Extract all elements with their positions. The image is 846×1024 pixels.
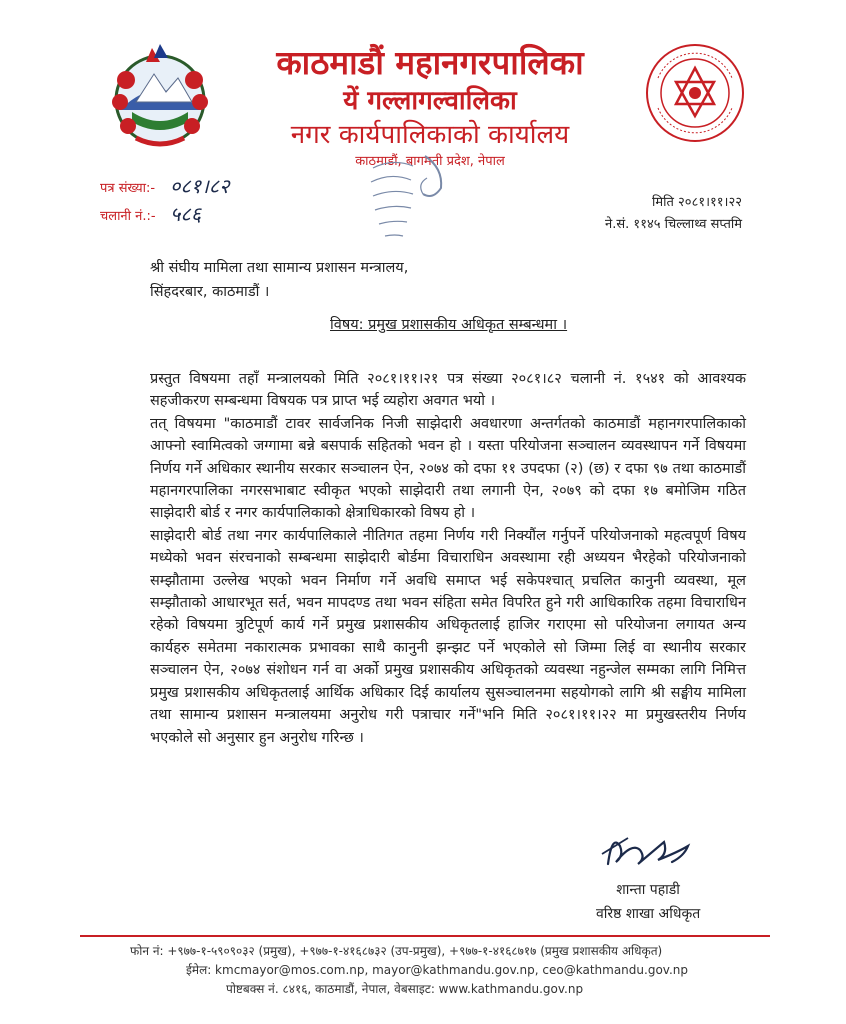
signatory-block (596, 878, 700, 926)
letter-footer (130, 942, 730, 999)
letter-subject: विषय: प्रमुख प्रशासकीय अधिकृत सम्बन्धमा । (330, 317, 568, 333)
patra-label: पत्र संख्या:- (100, 181, 156, 196)
office-address: काठमाडौं, बागमती प्रदेश, नेपाल (355, 154, 505, 169)
kathmandu-metropolitan-seal-icon (644, 42, 746, 144)
letter-body (150, 368, 746, 749)
nepal-emblem-icon (106, 40, 214, 152)
signatory-name: शान्ता पहाडी (616, 882, 680, 898)
body-paragraph-1: प्रस्तुत विषयमा तहाँ मन्त्रालयको मिति २०८१।११।२१ पत्र संख्या २०८१।८२ चलानी नं. १५४१ को आवश्यक सहजीकरण सम्बन्धमा विषयक पत्र प्राप्त भई व्यहोरा अवगत भयो । (150, 371, 746, 410)
footer-address: पोष्टबक्स नं. ८४१६, काठमाडौं, नेपाल, वेबसाइट: www.kathmandu.gov.np (226, 982, 584, 996)
office-stamp-icon (363, 148, 473, 248)
recipient-line-2: सिंहदरबार, काठमाडौं । (150, 284, 270, 300)
handwritten-signature-icon (568, 824, 718, 874)
body-paragraph-2: तत् विषयमा "काठमाडौं टावर सार्वजनिक निजी साझेदारी अवधारणा अन्तर्गतको काठमाडौं महानगरपालिकाको आफ्नो स्वामित्वको जग्गामा बन्ने बसपार्क सहितको भवन हो । यस्ता परियोजना सञ्चालन व्यवस्थापन गर्ने विषयमा निर्णय गर्ने अधिकार स्थानीय सरकार सञ्चालन ऐन, २०७४ को दफा ११ उपदफा (२) (छ) र दफा ९७ तथा काठमाडौं महानगरपालिका नगरसभाबाट स्वीकृत भएको साझेदारी तथा लगानी ऐन, २०७९ को दफा १७ बमोजिम गठित साझेदारी बोर्ड र नगर कार्यपालिकाको क्षेत्राधिकारको विषय हो । (150, 415, 746, 522)
org-name: काठमाडौं महानगरपालिका (276, 43, 584, 82)
office-name: नगर कार्यपालिकाको कार्यालय (290, 120, 570, 150)
signatory-title: वरिष्ठ शाखा अधिकृत (596, 906, 701, 922)
chalani-value: ५८६ (170, 202, 202, 226)
chalani-number (100, 202, 202, 226)
body-paragraph-3: साझेदारी बोर्ड तथा नगर कार्यपालिकाले नीतिगत तहमा निर्णय गरी निक्यौंल गर्नुपर्ने परियोजनाको महत्वपूर्ण विषय मध्येको भवन संरचनाको सम्बन्धमा साझेदारी बोर्डमा विचाराधिन अवस्थामा रही अध्ययन भैरहेको परियोजनाको सम्झौतामा उल्लेख भएको भवन निर्माण गर्ने अवधि समाप्त भई सकेपश्चात् प्रचलित कानुनी व्यवस्था, मूल सम्झौताको आधारभूत सर्त, भवन मापदण्ड तथा भवन संहिता समेत विपरित हुने गरी आधिकारिक तहमा विचाराधिन रहेको विषयमा त्रुटिपूर्ण कार्य गर्ने प्रमुख प्रशासकीय अधिकृतलाई हाजिर गराएमा सो परियोजना लगायत अन्य कार्यहरु समेतमा नकारात्मक प्रभावका साथै कानुनी झन्झट पर्ने भएकोले सो जिम्मा लिई वा स्थानीय सरकार सञ्चालन ऐन, २०७४ संशोधन गर्न वा अर्को प्रमुख प्रशासकीय अधिकृतको व्यवस्था नहुन्जेल सम्मका लागि निमित्त प्रमुख प्रशासकीय अधिकृतलाई आर्थिक अधिकार दिई कार्यालय सुसञ्चालनमा सहयोगको लागि श्री सङ्घीय मामिला तथा सामान्य प्रशासन मन्त्रालयमा अनुरोध गरी पत्राचार गर्ने"भनि मिति २०८१।११।२२ मा प्रमुखस्तरीय निर्णय भएकोले सो अनुसार हुन अनुरोध गरिन्छ । (150, 527, 746, 746)
org-name-newari: यें गल्लागल्वालिका (343, 86, 517, 116)
nepal-sambat-date: ने.सं. ११४५ चिल्लाथ्व सप्तमि (605, 217, 742, 232)
letter-date: मिति २०८१।११।२२ (652, 195, 742, 210)
patra-value: ०८१।८२ (170, 174, 230, 198)
recipient-block (150, 256, 408, 304)
patra-sankhya (100, 174, 230, 198)
footer-email: ईमेल: kmcmayor@mos.com.np, mayor@kathmandu.gov.np, ceo@kathmandu.gov.np (186, 963, 688, 977)
chalani-label: चलानी नं.:- (100, 209, 156, 224)
recipient-line-1: श्री संघीय मामिला तथा सामान्य प्रशासन मन्त्रालय, (150, 260, 409, 276)
footer-divider (80, 935, 770, 937)
footer-phone: फोन नं: +९७७-१-५९०९०३२ (प्रमुख), +९७७-१-४१६८७३२ (उप-प्रमुख), +९७७-१-४१६८७१७ (प्रमुख प्रशासकीय अधिकृत) (130, 944, 663, 958)
